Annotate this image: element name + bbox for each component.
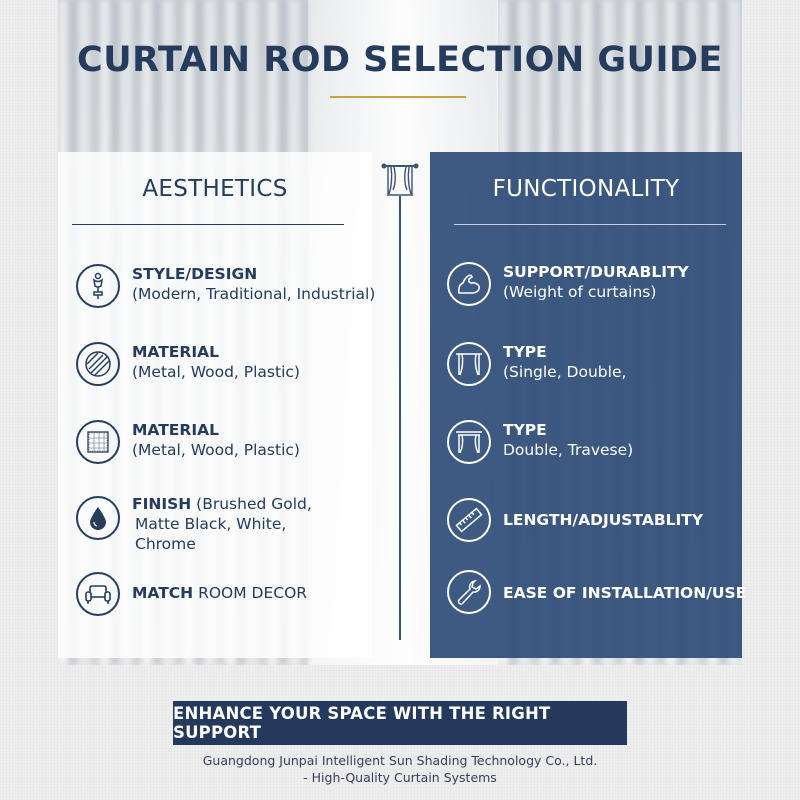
functionality-item-detail: (Single, Double, xyxy=(503,363,627,381)
aesthetics-item-detail: Matte Black, White, xyxy=(135,515,287,533)
aesthetics-item-detail: (Brushed Gold, xyxy=(191,495,312,513)
aesthetics-item-title: MATCH xyxy=(132,584,194,602)
aesthetics-item-material-2 xyxy=(76,420,300,464)
wrench-icon xyxy=(447,570,491,614)
functionality-heading: FUNCTIONALITY xyxy=(492,176,680,202)
aesthetics-item-style xyxy=(76,264,375,308)
company-tagline: - High-Quality Curtain Systems xyxy=(303,770,497,785)
aesthetics-item-finish xyxy=(76,494,312,554)
aesthetics-item-material xyxy=(76,342,300,386)
sofa-icon xyxy=(76,572,120,616)
functionality-item-type-2 xyxy=(447,420,633,464)
curtain-rod-icon xyxy=(381,160,419,200)
functionality-item-type xyxy=(447,342,626,386)
functionality-item-title: EASE OF INSTALLATION/USE xyxy=(503,584,747,602)
droplet-icon xyxy=(76,496,120,540)
aesthetics-item-detail: (Modern, Traditional, Industrial) xyxy=(132,285,376,303)
aesthetics-item-title: FINISH xyxy=(132,495,192,513)
functionality-rule xyxy=(454,224,726,225)
page-title: CURTAIN ROD SELECTION GUIDE xyxy=(77,40,723,80)
aesthetics-item-detail: (Metal, Wood, Plastic) xyxy=(132,441,300,459)
functionality-item-title: TYPE xyxy=(503,421,547,439)
functionality-item-support xyxy=(447,262,689,306)
center-divider xyxy=(399,196,401,640)
functionality-item-title: SUPPORT/DURABLITY xyxy=(503,263,689,281)
aesthetics-item-match xyxy=(76,572,307,616)
functionality-item-detail: Double, Travese) xyxy=(503,441,634,459)
functionality-item-detail: (Weight of curtains) xyxy=(503,283,657,301)
flexed-arm-icon xyxy=(447,262,491,306)
aesthetics-item-title: MATERIAL xyxy=(132,343,219,361)
texture-swatch-icon xyxy=(76,420,120,464)
double-rod-icon xyxy=(447,420,491,464)
ruler-icon xyxy=(447,498,491,542)
aesthetics-rule xyxy=(72,224,344,225)
functionality-item-title: TYPE xyxy=(503,343,547,361)
aesthetics-item-detail: Chrome xyxy=(135,535,196,553)
aesthetics-item-title: MATERIAL xyxy=(132,421,219,439)
company-footer xyxy=(0,752,800,786)
aesthetics-item-title: STYLE/DESIGN xyxy=(132,265,258,283)
functionality-item-title: LENGTH/ADJUSTABLITY xyxy=(503,511,704,529)
finial-icon xyxy=(76,264,120,308)
aesthetics-heading: AESTHETICS xyxy=(142,176,288,202)
functionality-item-installation xyxy=(447,570,746,614)
cta-banner: ENHANCE YOUR SPACE WITH THE RIGHT SUPPORT xyxy=(173,701,627,745)
functionality-item-length xyxy=(447,498,703,542)
aesthetics-item-detail: (Metal, Wood, Plastic) xyxy=(132,363,300,381)
title-underline xyxy=(330,96,466,98)
single-rod-icon xyxy=(447,342,491,386)
wood-grain-icon xyxy=(76,342,120,386)
aesthetics-item-detail: ROOM DECOR xyxy=(193,584,308,602)
company-name: Guangdong Junpai Intelligent Sun Shading Technology Co., Ltd. xyxy=(202,753,598,768)
